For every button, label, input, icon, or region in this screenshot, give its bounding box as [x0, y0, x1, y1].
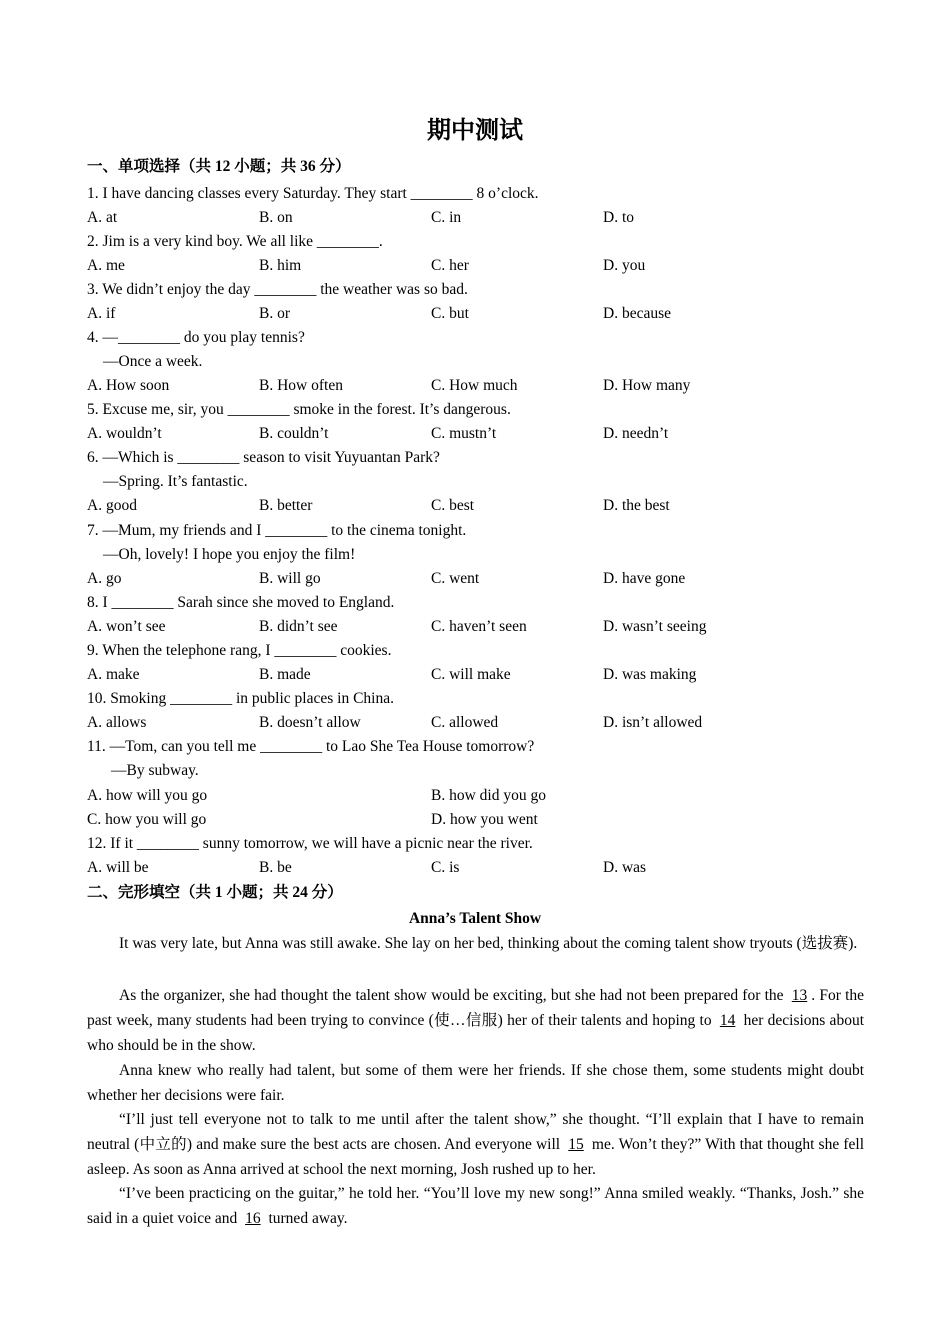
dialogue-reply: —Oh, lovely! I hope you enjoy the film! [103, 546, 356, 563]
option-b: B. didn’t see [259, 618, 338, 635]
passage-paragraph [87, 1181, 864, 1231]
option-b: B. how did you go [431, 787, 546, 804]
question-stem: 5. Excuse me, sir, you ________ smoke in the forest. It’s dangerous. [87, 401, 511, 418]
option-a: A. wouldn’t [87, 425, 162, 442]
option-a: A. me [87, 257, 125, 274]
option-a: A. if [87, 305, 116, 322]
option-c: C. mustn’t [431, 425, 497, 442]
option-b: B. on [259, 209, 293, 226]
passage-paragraph: Anna knew who really had talent, but some of them were her friends. If she chose them, some students might doubt whether her decisions were fair. [87, 1062, 864, 1104]
option-d: D. was making [603, 666, 697, 683]
option-c: C. will make [431, 666, 511, 683]
option-d: D. wasn’t seeing [603, 618, 707, 635]
paragraph-text: As the organizer, she had thought the talent show would be exciting, but she had not been prepared for the [119, 987, 784, 1004]
question-stem: 3. We didn’t enjoy the day ________ the weather was so bad. [87, 281, 468, 298]
option-d: D. isn’t allowed [603, 714, 703, 731]
option-a: A. make [87, 666, 140, 683]
question-stem: 6. —Which is ________ season to visit Yuyuantan Park? [87, 449, 440, 466]
blank-16: 16 [245, 1210, 261, 1227]
option-b: B. doesn’t allow [259, 714, 361, 731]
option-a: A. won’t see [87, 618, 166, 635]
dialogue-reply: —Spring. It’s fantastic. [103, 473, 248, 490]
option-b: B. be [259, 859, 292, 876]
passage-title: Anna’s Talent Show [408, 910, 542, 927]
dialogue-reply: —By subway. [111, 762, 199, 779]
option-d: D. you [603, 257, 646, 274]
paragraph-text: “I’ve been practicing on the guitar,” he told her. “You’ll love my new song!” Anna smiled weakly. “Thanks, Josh.” she said in a quiet voice and [87, 1185, 864, 1227]
section-heading: 二、完形填空（共 1 小题；共 24 分） [87, 884, 343, 901]
option-d: D. was [603, 859, 647, 876]
question-stem: 7. —Mum, my friends and I ________ to the cinema tonight. [87, 522, 467, 539]
option-b: B. couldn’t [259, 425, 329, 442]
option-c: C. best [431, 497, 475, 514]
blank-14: 14 [719, 1012, 736, 1029]
question-stem: 9. When the telephone rang, I ________ cookies. [87, 642, 392, 659]
paragraph-text: . For the past week, many students had been trying to convince (使…信服) her of their talents and hoping to [87, 987, 865, 1029]
option-c: C. haven’t seen [431, 618, 527, 635]
option-a: A. will be [87, 859, 149, 876]
option-a: A. how will you go [87, 787, 208, 804]
paragraph-text: “I’ll just tell everyone not to talk to me until after the talent show,” she thought. “I’ll explain that I have to remain neutral (中立的) and make sure the best acts are chosen. And everyone will [87, 1111, 864, 1153]
option-a: A. allows [87, 714, 147, 731]
blank-13: 13 [791, 987, 808, 1004]
option-d: D. have gone [603, 570, 686, 587]
option-c: C. How much [431, 377, 518, 394]
question-stem: 1. I have dancing classes every Saturday. They start ________ 8 o’clock. [87, 185, 539, 202]
option-c: C. her [431, 257, 469, 274]
option-d: D. needn’t [603, 425, 669, 442]
option-c: C. went [431, 570, 480, 587]
paragraph-text: turned away. [268, 1210, 348, 1227]
passage-paragraph: It was very late, but Anna was still awake. She lay on her bed, thinking about the coming talent show tryouts (选拔赛). [119, 935, 858, 952]
option-a: A. at [87, 209, 118, 226]
option-d: D. because [603, 305, 671, 322]
paragraph-text: her decisions about who should be in the show. [87, 1012, 864, 1054]
section-heading: 一、单项选择（共 12 小题；共 36 分） [87, 158, 351, 175]
question-stem: 8. I ________ Sarah since she moved to England. [87, 594, 395, 611]
option-d: D. How many [603, 377, 691, 394]
question-stem: 10. Smoking ________ in public places in China. [87, 690, 394, 707]
passage-paragraph [87, 983, 864, 1058]
passage-paragraph [87, 1107, 864, 1182]
option-b: B. will go [259, 570, 321, 587]
question-stem: 4. —________ do you play tennis? [87, 329, 305, 346]
option-b: B. him [259, 257, 302, 274]
option-c: C. but [431, 305, 469, 322]
option-a: A. good [87, 497, 137, 514]
option-b: B. better [259, 497, 313, 514]
option-d: D. to [603, 209, 634, 226]
option-c: C. allowed [431, 714, 499, 731]
option-c: C. how you will go [87, 811, 207, 828]
question-stem: 2. Jim is a very kind boy. We all like ________. [87, 233, 383, 250]
blank-15: 15 [568, 1136, 584, 1153]
option-b: B. made [259, 666, 311, 683]
option-a: A. go [87, 570, 122, 587]
option-c: C. is [431, 859, 460, 876]
option-d: D. the best [603, 497, 670, 514]
paragraph-text: me. Won’t they?” With that thought she fell asleep. As soon as Anna arrived at school the next morning, Josh rushed up to her. [87, 1136, 865, 1178]
dialogue-reply: —Once a week. [103, 353, 203, 370]
option-a: A. How soon [87, 377, 170, 394]
option-b: B. How often [259, 377, 343, 394]
option-d: D. how you went [431, 811, 538, 828]
question-stem: 12. If it ________ sunny tomorrow, we will have a picnic near the river. [87, 835, 533, 852]
option-b: B. or [259, 305, 290, 322]
page-title: 期中测试 [427, 118, 523, 144]
option-c: C. in [431, 209, 462, 226]
question-stem: 11. —Tom, can you tell me ________ to Lao She Tea House tomorrow? [87, 738, 535, 755]
